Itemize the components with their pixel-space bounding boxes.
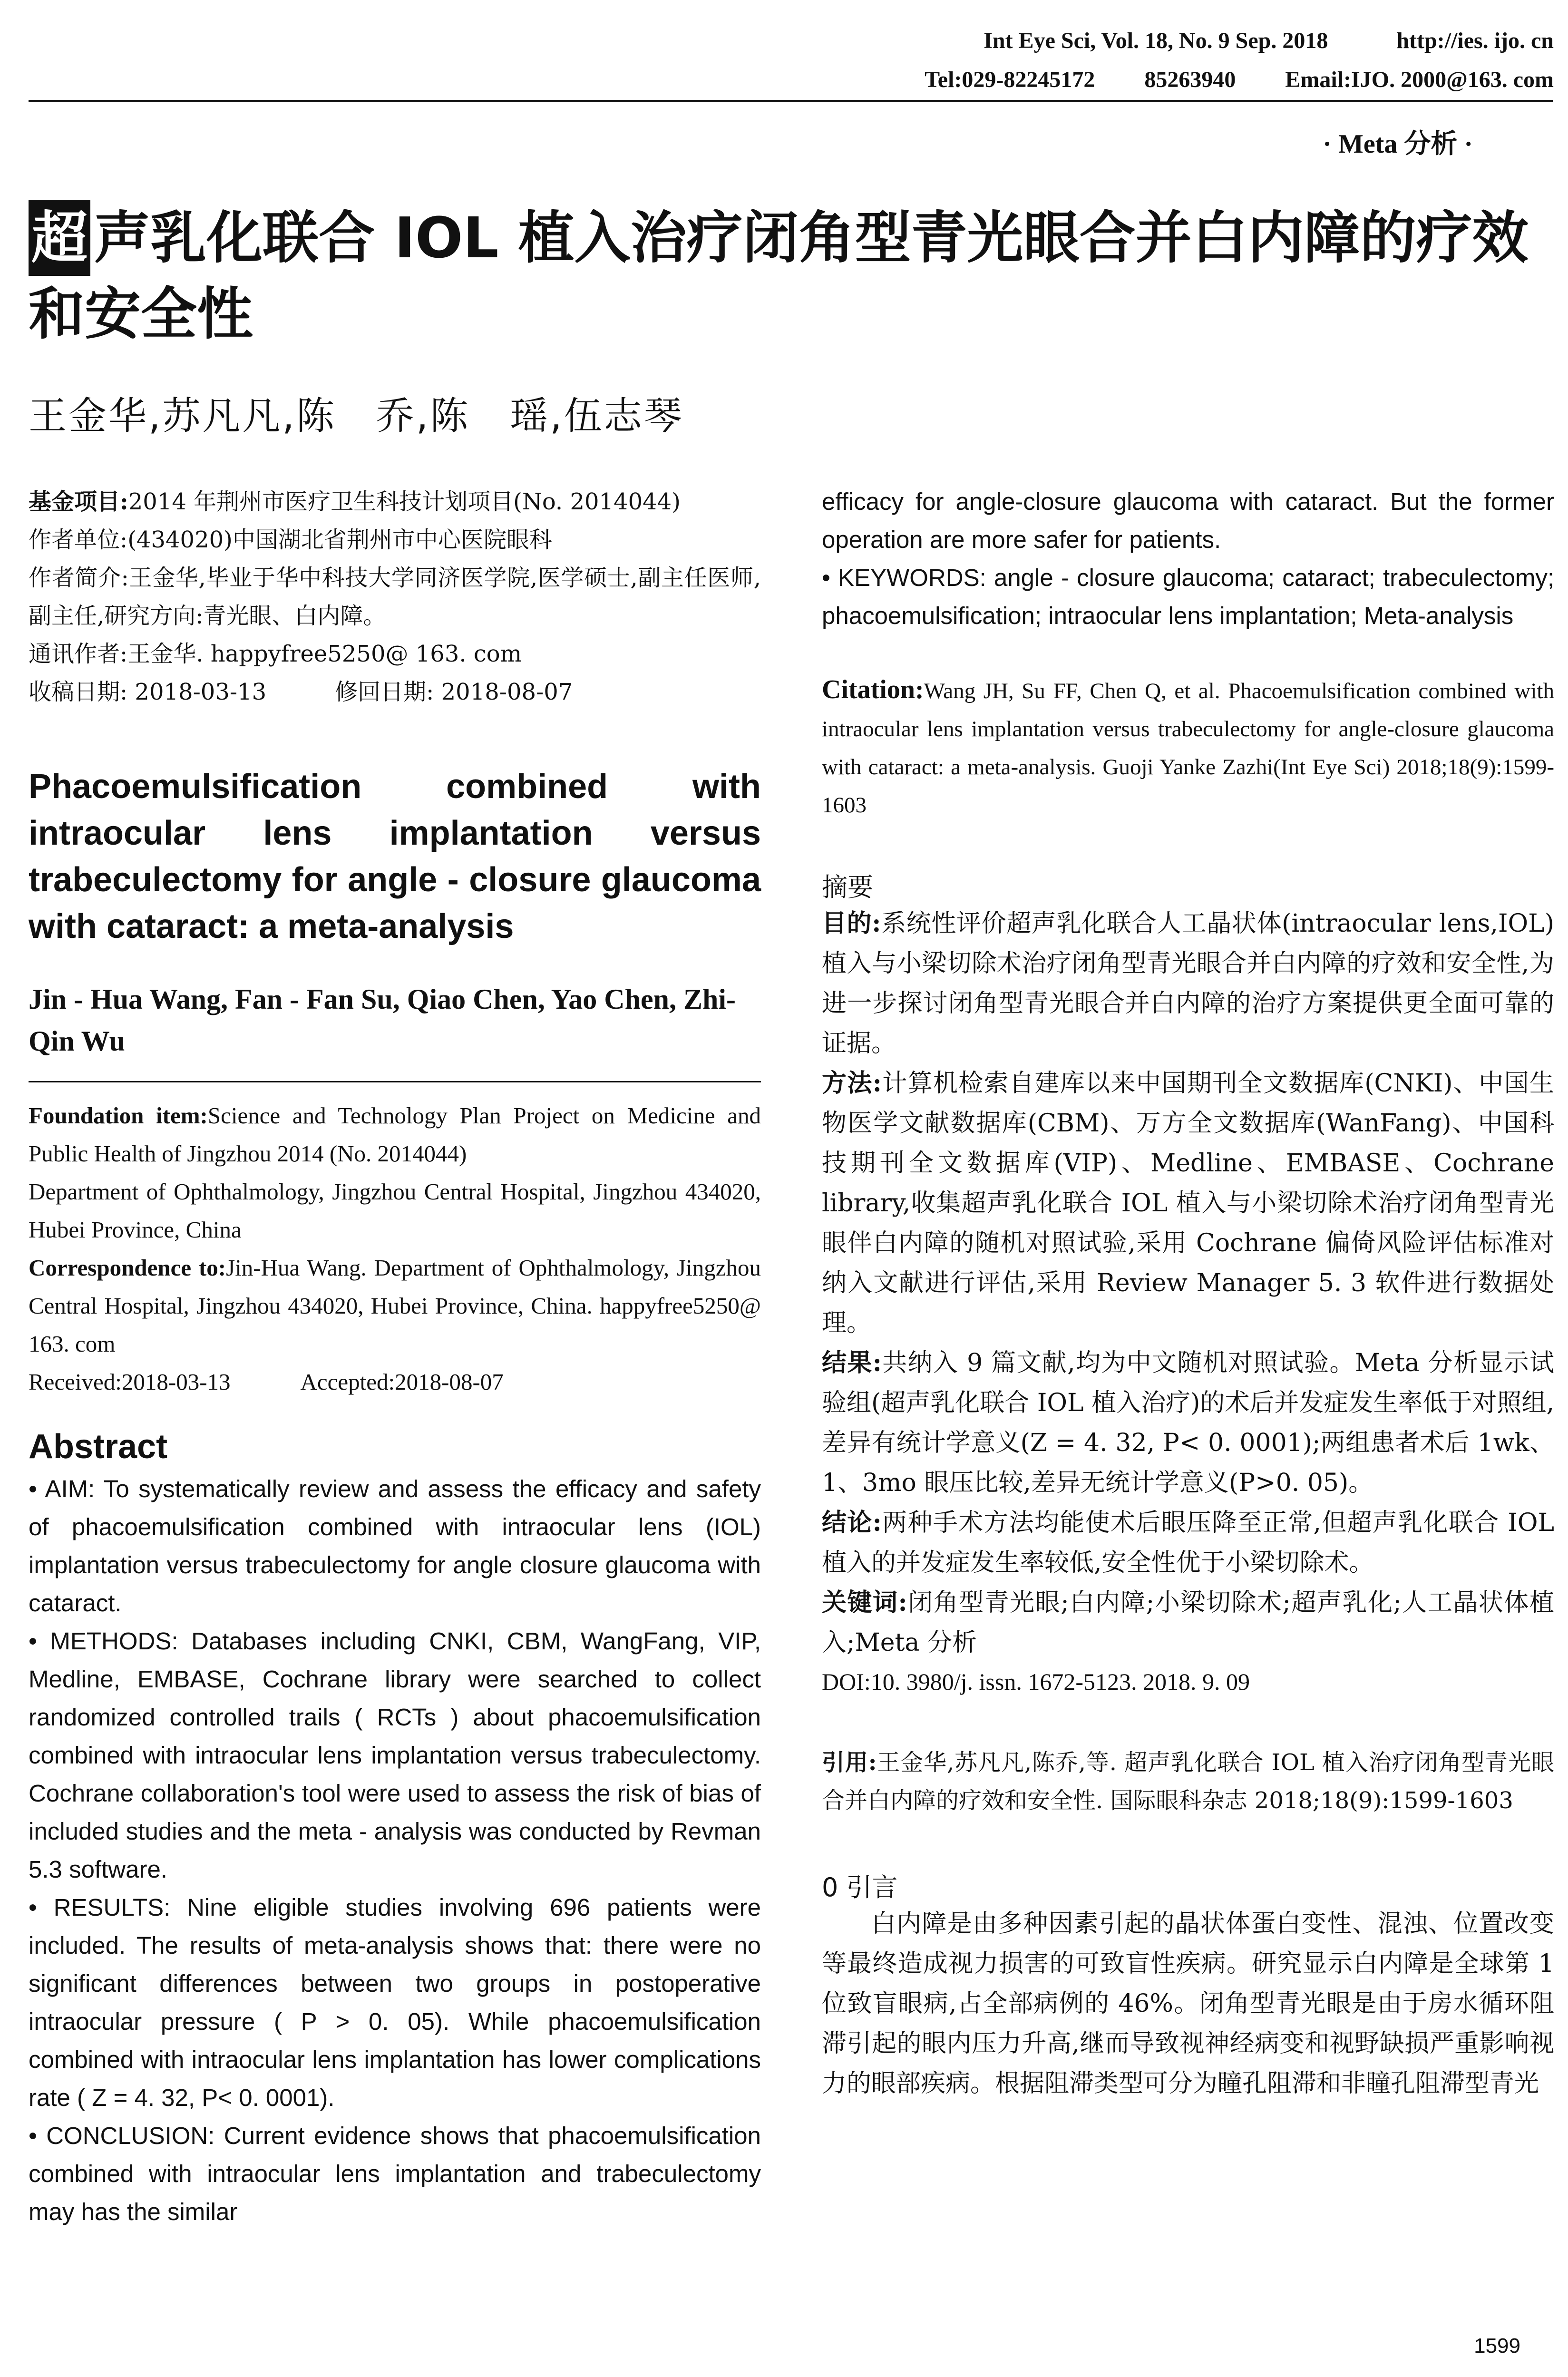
abstract-english [29,1470,761,2231]
left-column [29,483,761,2231]
journal-header-line-2 [925,67,1554,93]
introduction-heading: 0 引言 [822,1872,898,1902]
abstract-cn-method: 方法:计算机检索自建库以来中国期刊全文数据库(CNKI)、中国生物医学文献数据库(CBM)、万方全文数据库(WanFang)、中国科技期刊全文数据库(VIP)、Medline、EMBASE、Cochrane library,收集超声乳化联合 IOL 植入与小梁切除术治疗闭角型青光眼伴白内障的随机对照试验,采用 Cochrane 偏倚风险评估标准对纳入文献进行评估,采用 Review Manager 5. 3 软件进行数据处理。 [822,1069,1554,1337]
foundation-item: Foundation item:Science and Technology Plan Project on Medicine and Public Health of Jingzhou 2014 (No. 2014044) [29,1102,761,1167]
abstract-heading: Abstract [29,1428,168,1466]
author-intro: 作者简介:王金华,毕业于华中科技大学同济医学院,医学硕士,副主任医师,副主任,研究方向:青光眼、白内障。 [29,565,761,629]
abstract-methods: • METHODS: Databases including CNKI, CBM, WangFang, VIP, Medline, EMBASE, Cochrane library were searched to collect randomized controlled trails ( RCTs ) about phacoemulsification combined with intraocular lens implantation versus trabeculectomy. Cochrane collaboration's tool were used to assess the risk of bias of included studies and the meta - analysis was conducted by Revman 5.3 software. [29,1627,761,1883]
title-text: 声乳化联合 IOL 植入治疗闭角型青光眼合并白内障的疗效和安全性 [29,205,1529,347]
correspondence: Correspondence to:Jin-Hua Wang. Department of Ophthalmology, Jingzhou Central Hospital, Jingzhou 434020, Hubei Province, China. happyfree5250@ 163. com [29,1255,761,1357]
journal-email: Email:IJO. 2000@163. com [1285,67,1554,92]
abstract-results: • RESULTS: Nine eligible studies involving 696 patients were included. The results of meta-analysis shows that: there were no significant differences between two groups in postoperative intraocular pressure ( P > 0. 05). While phacoemulsification combined with intraocular lens implantation has lower complications rate ( Z = 4. 32, P< 0. 0001). [29,1894,761,2111]
fund-line: 基金项目:2014 年荆州市医疗卫生科技计划项目(No. 2014044) [29,488,681,515]
right-column [822,483,1554,2104]
abstract-chinese [822,904,1554,1701]
title-first-char: 超 [29,200,90,276]
abstract-conclusion: • CONCLUSION: Current evidence shows that phacoemulsification combined with intraocular lens implantation and trabeculectomy may has the similar [29,2122,761,2225]
abstract-conclusion-continued: efficacy for angle-closure glaucoma with cataract. But the former operation are more safer for patients. [822,488,1554,553]
meta-block-english [29,1097,761,1401]
introduction-text: 白内障是由多种因素引起的晶状体蛋白变性、混浊、位置改变等最终造成视力损害的可致盲性疾病。研究显示白内障是全球第 1 位致盲眼病,占全部病例的 46%。闭角型青光眼是由于房水循环阻滞引起的眼内压力升高,继而导致视神经病变和视野缺损严重影响视力的眼部疾病。根据阻滞类型可分为瞳孔阻滞和非瞳孔阻滞型青光 [822,1909,1554,2098]
corresponding-author: 通讯作者:王金华. happyfree5250@ 163. com [29,641,522,667]
received-accepted: Received:2018-03-13 Accepted:2018-08-07 [29,1369,504,1395]
journal-url: http://ies. ijo. cn [1396,28,1554,53]
unit-line: 作者单位:(434020)中国湖北省荆州市中心医院眼科 [29,526,552,553]
journal-citation: Int Eye Sci, Vol. 18, No. 9 Sep. 2018 [984,28,1328,53]
abstract-aim: • AIM: To systematically review and assess the efficacy and safety of phacoemulsification combined with intraocular lens (IOL) implantation versus trabeculectomy for angle closure glaucoma with cataract. [29,1475,761,1617]
citation-chinese: 引用:王金华,苏凡凡,陈乔,等. 超声乳化联合 IOL 植入治疗闭角型青光眼合并白内障的疗效和安全性. 国际眼科杂志 2018;18(9):1599-1603 [822,1749,1554,1814]
doi: DOI:10. 3980/j. issn. 1672-5123. 2018. 9. 09 [822,1668,1250,1695]
abstract-cn-purpose: 目的:系统性评价超声乳化联合人工晶状体(intraocular lens,IOL)植入与小梁切除术治疗闭角型青光眼合并白内障的疗效和安全性,为进一步探讨闭角型青光眼合并白内障的治疗方案提供更全面可靠的证据。 [822,909,1554,1058]
article-title [29,200,1550,352]
citation-block: Citation:Wang JH, Su FF, Chen Q, et al. Phacoemulsification combined with intraocular lens implantation versus trabeculectomy for angle-closure glaucoma with cataract: a meta-analysis. Guoji Yanke Zazhi(Int Eye Sci) 2018;18(9):1599-1603 [822,675,1554,818]
english-authors: Jin - Hua Wang, Fan - Fan Su, Qiao Chen, Yao Chen, Zhi-Qin Wu [29,984,736,1057]
page-number: 1599 [1474,2334,1520,2358]
abstract-cn-keywords: 关键词:闭角型青光眼;白内障;小梁切除术;超声乳化;人工晶状体植入;Meta 分析 [822,1588,1554,1657]
abstract-chinese-heading: 摘要 [822,872,873,902]
journal-tel-2: 85263940 [1144,67,1236,92]
journal-tel: Tel:029-82245172 [925,67,1095,92]
english-title: Phacoemulsification combined with intraocular lens implantation versus trabeculectomy for angle - closure glaucoma with cataract: a meta-analysis [29,768,761,945]
section-tag: · Meta 分析 · [1323,129,1473,159]
abstract-keywords: • KEYWORDS: angle - closure glaucoma; cataract; trabeculectomy; phacoemulsification; intraocular lens implantation; Meta-analysis [822,564,1554,629]
authors-chinese: 王金华,苏凡凡,陈 乔,陈 瑶,伍志琴 [29,394,684,438]
abstract-cn-conclusion: 结论:两种手术方法均能使术后眼压降至正常,但超声乳化联合 IOL 植入的并发症发生率较低,安全性优于小梁切除术。 [822,1508,1554,1577]
abstract-cn-result: 结果:共纳入 9 篇文献,均为中文随机对照试验。Meta 分析显示试验组(超声乳化联合 IOL 植入治疗)的术后并发症发生率低于对照组,差异有统计学意义(Z = 4. 32, P< 0. 0001);两组患者术后 1wk、1、3mo 眼压比较,差异无统计学意义(P>0. 05)。 [822,1348,1554,1497]
journal-header-line-1 [984,28,1554,54]
header-rule [29,100,1553,102]
abstract-english-continued [822,483,1554,635]
meta-block-chinese [29,483,761,711]
dates-line: 收稿日期: 2018-03-13 修回日期: 2018-08-07 [29,679,573,705]
department: Department of Ophthalmology, Jingzhou Central Hospital, Jingzhou 434020, Hubei Province, China [29,1179,761,1243]
